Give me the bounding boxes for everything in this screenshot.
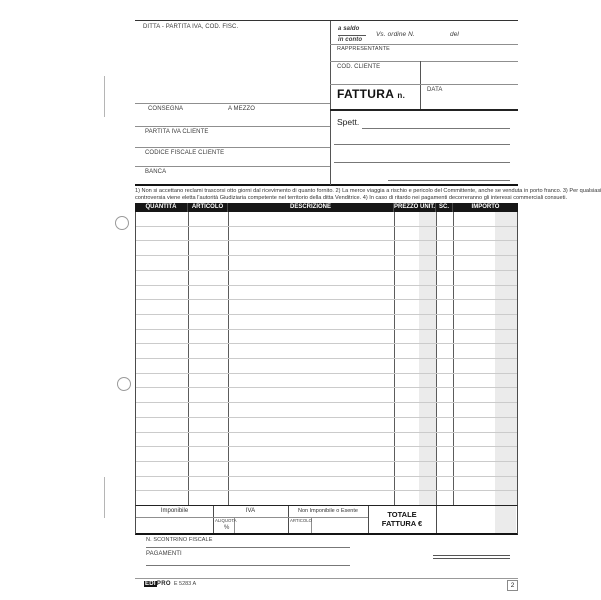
banca-label: BANCA: [145, 169, 167, 175]
terms-line-1: 1) Non si accettano reclami trascorsi otto giorni dal ricevimento di quanto fornito. 2) La merce viaggia a rischio e pericolo del Committente, anche se venduta in porto franco. 3) Per qualsiasi: [135, 188, 601, 194]
punch-hole-bottom: [117, 377, 131, 391]
table-body: [135, 212, 518, 505]
divider: [330, 84, 518, 85]
signature-line: [433, 558, 510, 559]
table-row: [136, 227, 517, 242]
in-conto-label: in conto: [338, 37, 363, 43]
footer-rule: [135, 578, 518, 579]
table-row: [136, 256, 517, 271]
divider: [135, 103, 330, 104]
codice-fiscale-label: CODICE FISCALE CLIENTE: [145, 150, 225, 156]
table-row: [136, 286, 517, 301]
articolo-sub-label: ARTICOLO: [290, 519, 313, 524]
rappresentante-label: RAPPRESENTANTE: [337, 46, 390, 52]
table-row: [136, 491, 517, 505]
brand-pro: PRO: [156, 581, 171, 587]
totale-word: TOTALE: [387, 510, 417, 519]
table-row: [136, 388, 517, 403]
table-row: [136, 433, 517, 448]
data-label: DATA: [427, 87, 443, 93]
del-label: del: [450, 31, 459, 38]
a-saldo-label: a saldo: [338, 26, 360, 32]
divider: [135, 166, 330, 167]
table-row: [136, 300, 517, 315]
invoice-form: [135, 20, 601, 595]
pagamenti-line: [146, 565, 350, 566]
divider: [135, 147, 330, 148]
summary-divider: [436, 506, 437, 533]
scontrino-label: N. SCONTRINO FISCALE: [146, 537, 213, 543]
table-row: [136, 374, 517, 389]
table-row: [136, 315, 517, 330]
ditta-label: DITTA - PARTITA IVA, COD. FISC.: [143, 24, 239, 30]
fattura-title: [337, 87, 405, 101]
top-center-divider: [330, 21, 331, 185]
page-number-badge: 2: [507, 580, 518, 591]
fattura-word: FATTURA: [337, 87, 394, 101]
table-row: [136, 462, 517, 477]
brand-edi: EDI: [145, 581, 156, 587]
table-row: [136, 403, 517, 418]
decimal-strip-totale: [495, 506, 516, 533]
top-section: [135, 20, 518, 186]
aliquota-label: ALIQUOTA: [215, 519, 237, 524]
divider: [135, 126, 330, 127]
divider: [338, 35, 366, 36]
divider: [330, 61, 518, 62]
a-mezzo-label: A MEZZO: [228, 106, 256, 112]
percent-label: %: [224, 525, 230, 531]
punch-hole-top: [115, 216, 129, 230]
table-row: [136, 212, 517, 227]
totale-fattura-word: FATTURA €: [381, 519, 423, 528]
fattura-n: n.: [397, 91, 406, 100]
table-row: [136, 330, 517, 345]
pagamenti-label: PAGAMENTI: [146, 551, 182, 557]
fold-mark-top: [104, 76, 105, 117]
cod-cliente-label: COD. CLIENTE: [337, 64, 381, 70]
terms-text: [135, 188, 601, 202]
divider: [330, 44, 518, 45]
partita-iva-label: PARTITA IVA CLIENTE: [145, 129, 209, 135]
col-importo: IMPORTO: [452, 203, 518, 212]
scontrino-line: [146, 547, 350, 548]
table-row: [136, 447, 517, 462]
col-articolo: ARTICOLO: [187, 203, 227, 212]
iva-label: IVA: [245, 508, 256, 514]
address-line: [334, 162, 510, 163]
non-imponibile-label: Non Imponibile o Esente: [298, 508, 358, 514]
consegna-label: CONSEGNA: [148, 106, 184, 112]
data-box-divider: [420, 61, 421, 109]
imponibile-label: Imponibile: [160, 508, 189, 514]
table-header: [135, 203, 518, 212]
col-prezzo-unit: PREZZO UNIT.: [394, 204, 435, 210]
summary-label-underline: [136, 517, 368, 518]
fold-mark-bottom: [104, 477, 105, 518]
table-row: [136, 418, 517, 433]
address-line: [388, 180, 510, 181]
totale-fattura-label: [368, 506, 436, 533]
table-row: [136, 477, 517, 492]
col-quantita: QUANTITÀ: [145, 204, 177, 210]
col-sc: SC.: [435, 203, 452, 212]
terms-line-2: controversia viene eletta l'autorità Giudiziaria competente nel territorio della ditta Venditrice. 4) In caso di ritardo nei pagamenti decorreranno gli interessi commerciali consueti.: [135, 195, 568, 201]
address-line: [362, 128, 510, 129]
brand-logo: [144, 581, 196, 587]
divider-heavy: [330, 109, 518, 111]
table-row: [136, 271, 517, 286]
table-row: [136, 359, 517, 374]
table-row: [136, 344, 517, 359]
summary-section: [135, 505, 518, 535]
vs-ordine-label: Vs. ordine N.: [376, 31, 415, 38]
col-descrizione: DESCRIZIONE: [227, 203, 393, 212]
spett-label: Spett.: [337, 117, 360, 127]
euro-sign: €: [418, 519, 423, 528]
signature-line: [433, 555, 510, 556]
address-line: [334, 144, 510, 145]
table-row: [136, 241, 517, 256]
product-code: E 5283 A: [173, 581, 197, 587]
